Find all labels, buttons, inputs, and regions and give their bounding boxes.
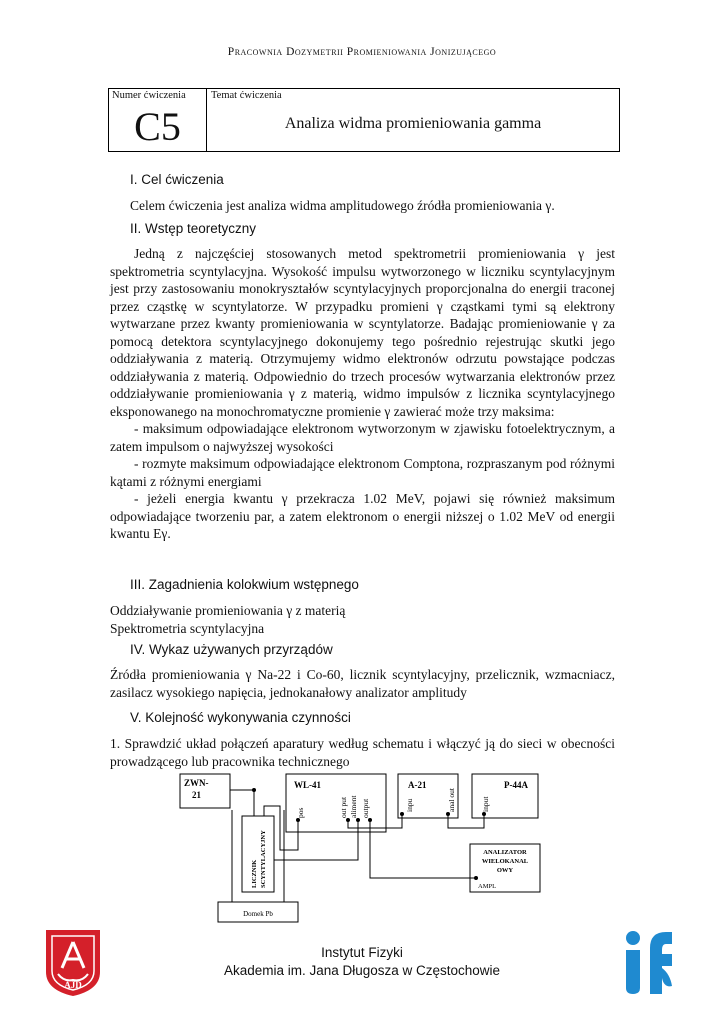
ajd-letters: AJD [64, 980, 82, 990]
section-3-line: Spektrometria scyntylacyjna [110, 620, 265, 636]
aliment-wire [274, 820, 358, 860]
if-dot-icon [626, 931, 640, 945]
section-4-text: Źródła promieniowania γ Na-22 i Co-60, licznik scyntylacyjny, przelicznik, wzmacniacz, zasilacz wysokiego napięcia, jednokanałowy analizator amplitudy [110, 667, 615, 700]
connection-dot [252, 788, 256, 792]
p44a-input-label: input [481, 796, 490, 812]
footer-academy: Akademia im. Jana Długosza w Częstochowie [223, 963, 501, 978]
section-3-line: Oddziaływanie promieniowania γ z materią [110, 603, 346, 618]
exercise-topic-label: Temat ćwiczenia [211, 90, 282, 101]
connection-dot [474, 876, 478, 880]
section-2-paragraph: Jedną z najczęściej stosowanych metod spektrometrii promieniowania γ jest spektrometria scyntylacyjna. Wysokość impulsu wytworzonego w liczniku scyntylacyjnym jest przy zastosowaniu monokryształów scyntylacyjnych proporcjonalna do energii traconej przez cząstkę w scyntylatorze. W przypadku promieni γ cząstkami tymi są elektrony wytwarzane przez kwanty promieniowania w scyntylatorze. Badając promieniowanie γ za pomocą detektora scyntylacyjnego dokonujemy tego pośrednio rejestrując skutki jego oddziaływania z materią. Otrzymujemy widmo elektronów odrzutu powstające podczas oddziaływania z materią. Odpowiednio do trzech procesów wytwarzania elektronów przez oddziaływanie promieniowania γ z materią, widmo impulsów z licznika scyntylacyjnego eksponowanego na monochromatyczne promienie γ zawierać może trzy maksima: [110, 246, 615, 419]
wl41-aliment-label: aliment [349, 795, 358, 818]
wl41-output2-label: output [361, 798, 370, 818]
signal-wire [264, 806, 298, 850]
wl41-pos-label: pos [296, 807, 305, 818]
section-4-heading: IV. Wykaz używanych przyrządów [130, 642, 333, 657]
connection-dot [400, 812, 404, 816]
counter-label-2: SCYNTYLACYJNY [260, 830, 267, 888]
page-footer [0, 944, 724, 980]
a21-label: A-21 [408, 780, 427, 790]
section-3-heading: III. Zagadnienia kolokwium wstępnego [130, 577, 359, 592]
section-5-text: 1. Sprawdzić układ połączeń aparatury według schematu i włączyć ją do sieci w obecności prowadzącego lub pracownika technicznego [110, 736, 615, 769]
analyzer-label-3: OWY [496, 867, 514, 874]
exercise-number-label: Numer ćwiczenia [112, 90, 186, 101]
section-2-body [110, 245, 615, 543]
zwn21-label-1: ZWN- [184, 778, 209, 788]
wl41-label: WL-41 [294, 780, 321, 790]
section-5-heading: V. Kolejność wykonywania czynności [130, 710, 351, 725]
footer-institute: Instytut Fizyki [321, 945, 403, 960]
section-2-heading: II. Wstęp teoretyczny [130, 221, 257, 236]
page-header-title: Pracownia Dozymetrii Promieniowania Jonizującego [227, 46, 497, 58]
a21-to-p44a-wire [448, 814, 484, 828]
exercise-code: C5 [134, 104, 181, 149]
section-2-bullet: - jeżeli energia kwantu γ przekracza 1.02 MeV, pojawi się również maksimum odpowiadające tworzeniu par, a zatem elektronom o energii niższej o 1.02 MeV od energii kwantu Eγ. [110, 491, 615, 541]
analyzer-label-1: ANALIZATOR [483, 849, 527, 856]
exercise-topic: Analiza widma promieniowania gamma [284, 115, 542, 132]
a21-input-label: inpu [405, 798, 414, 812]
section-3-list [110, 602, 615, 637]
p44a-label: P-44A [504, 780, 528, 790]
section-2-bullet: - maksimum odpowiadające elektronom wytworzonym w zjawisku fotoelektrycznym, a zatem impulsom o najwyższej wysokości [110, 421, 615, 454]
a21-anal-out-label: anal out [447, 788, 456, 812]
analyzer-label-2: WIELOKANAL [481, 858, 529, 865]
lead-house-walls [232, 810, 284, 902]
apparatus-schematic [170, 770, 550, 930]
scintillation-counter [242, 816, 274, 892]
wl41-output-label: out put [339, 796, 348, 818]
section-1-heading: I. Cel ćwiczenia [130, 172, 224, 187]
hv-wire [230, 790, 254, 816]
exercise-header-box [108, 88, 620, 152]
lead-house-label: Domek Pb [243, 910, 273, 918]
exercise-number-cell [109, 89, 207, 151]
counter-label-1: LICZNIK [251, 859, 258, 888]
zwn21-label-2: 21 [192, 790, 201, 800]
section-1-text: Celem ćwiczenia jest analiza widma amplitudowego źródła promieniowania γ. [130, 198, 555, 213]
section-2-bullet: - rozmyte maksimum odpowiadające elektronom Comptona, rozpraszanym pod różnymi kątami z różnymi energiami [110, 456, 615, 489]
analyzer-ampl-label: AMPL [478, 883, 497, 890]
